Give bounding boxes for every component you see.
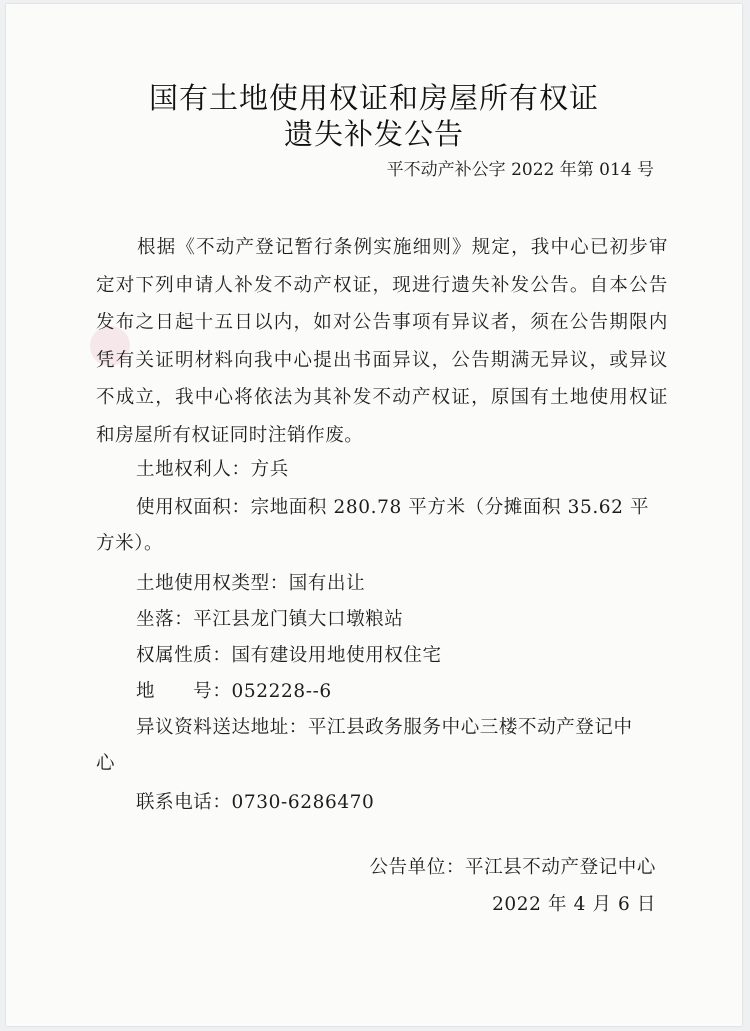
title-line-2: 遗失补发公告 bbox=[283, 117, 464, 151]
issue-date: 2022 年 4 月 6 日 bbox=[492, 894, 656, 915]
field-objection-address: 异议资料送达地址：平江县政务服务中心三楼不动产登记中 bbox=[136, 717, 633, 738]
body-paragraph: 根据《不动产登记暂行条例实施细则》规定，我中心已初步审定对下列申请人补发不动产权证，现进行遗失补发公告。自本公告发布之日起十五日以内，如对公告事项有异议者，须在公告期限内凭有关证明材料向我中心提出书面异议，公告期满无异议，或异议不成立，我中心将依法为其补发不动产权证，原国有土地使用权证和房屋所有权证同时注销作废。 bbox=[96, 237, 668, 446]
field-area-continued: 方米）。 bbox=[96, 533, 164, 554]
issuer: 公告单位：平江县不动产登记中心 bbox=[369, 857, 656, 878]
title-line-1: 国有土地使用权证和房屋所有权证 bbox=[148, 81, 599, 115]
field-nature: 权属性质：国有建设用地使用权住宅 bbox=[136, 645, 442, 666]
field-land-use-type: 土地使用权类型：国有出让 bbox=[136, 573, 366, 594]
document-number: 平不动产补公字 2022 年第 014 号 bbox=[386, 160, 654, 180]
field-location: 坐落：平江县龙门镇大口墩粮站 bbox=[136, 609, 404, 630]
field-lot-number: 地 号：052228--6 bbox=[136, 681, 332, 702]
field-phone: 联系电话：0730-6286470 bbox=[136, 792, 375, 813]
field-objection-address-continued: 心 bbox=[96, 753, 116, 774]
document-page bbox=[6, 4, 742, 1026]
field-right-holder: 土地权利人：方兵 bbox=[136, 459, 289, 480]
field-area: 使用权面积：宗地面积 280.78 平方米（分摊面积 35.62 平 bbox=[136, 497, 650, 518]
